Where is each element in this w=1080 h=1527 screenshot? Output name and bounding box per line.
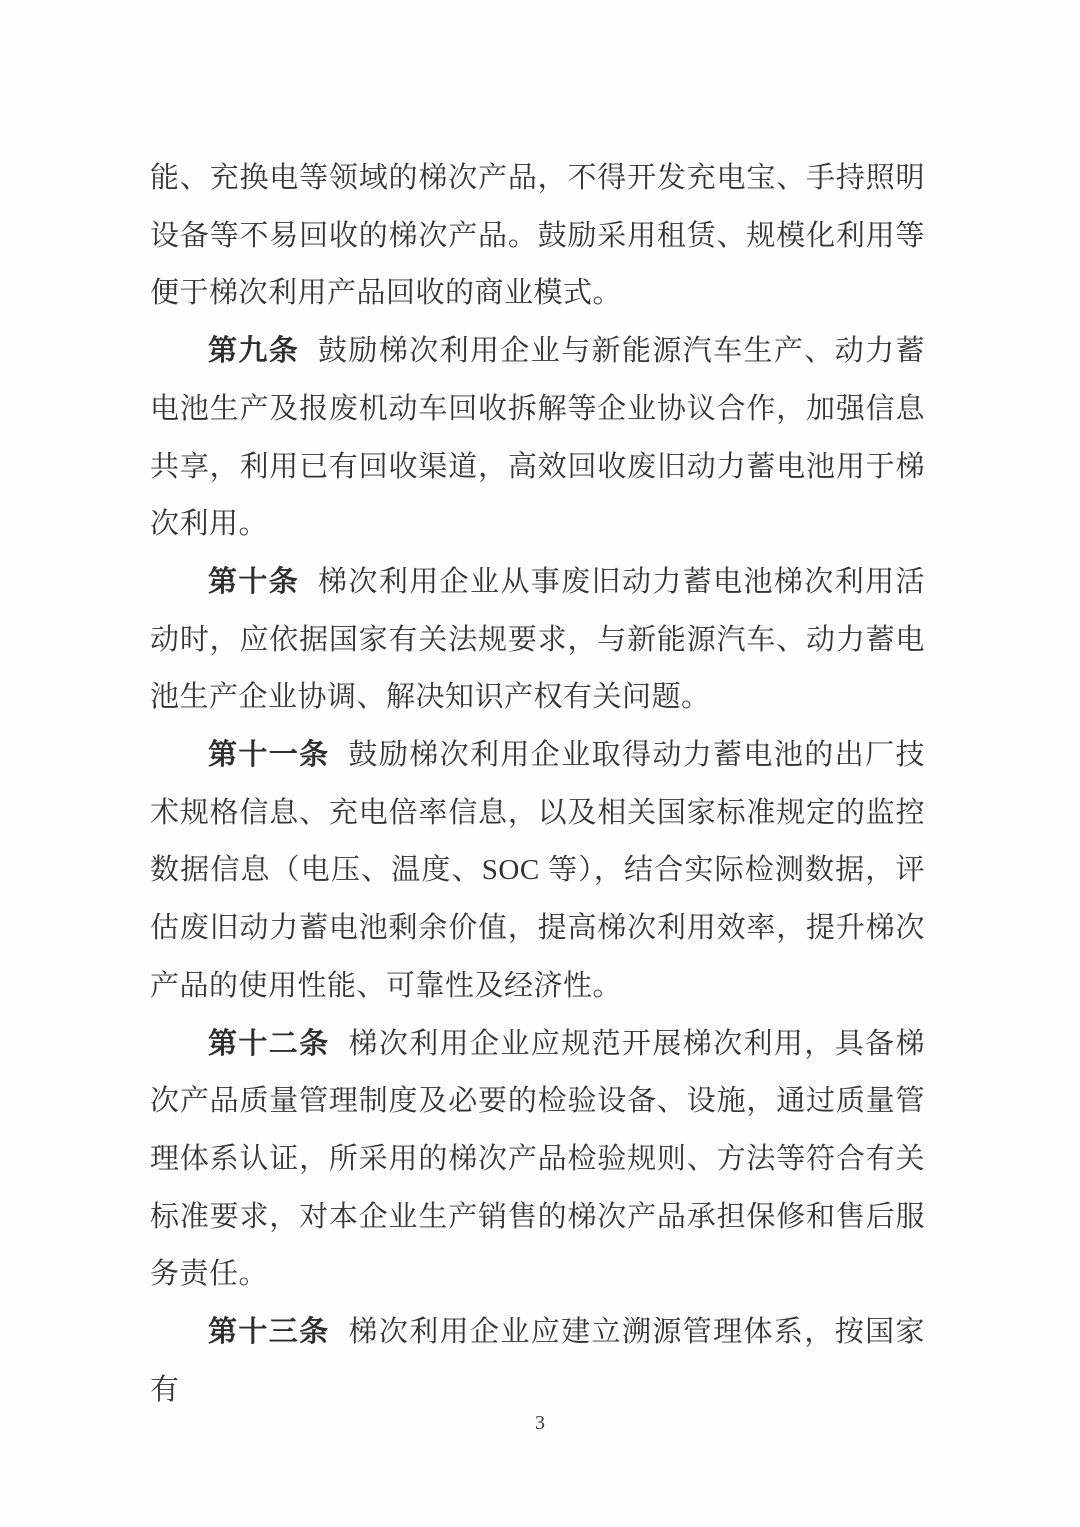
paragraph-text: 梯次利用企业应建立溯源管理体系，按国家有: [150, 1316, 925, 1406]
paragraph-text: 鼓励梯次利用企业与新能源汽车生产、动力蓄电池生产及报废机动车回收拆解等企业协议合作，加强信息共享，利用已有回收渠道，高效回收废旧动力蓄电池用于梯次利用。: [150, 335, 925, 541]
paragraph-text: 能、充换电等领域的梯次产品，不得开发充电宝、手持照明设备等不易回收的梯次产品。鼓励采用租赁、规模化利用等便于梯次利用产品回收的商业模式。: [150, 162, 925, 310]
page-number: 3: [535, 1412, 545, 1434]
article-number: 第九条: [208, 335, 300, 368]
paragraph-article-9: [150, 323, 925, 554]
article-number: 第十二条: [208, 1027, 330, 1060]
paragraph: [150, 150, 925, 323]
article-number: 第十三条: [208, 1316, 330, 1349]
paragraph-text: 梯次利用企业应规范开展梯次利用，具备梯次产品质量管理制度及必要的检验设备、设施，通过质量管理体系认证，所采用的梯次产品检验规则、方法等符合有关标准要求，对本企业生产销售的梯次产品承担保修和售后服务责任。: [150, 1027, 925, 1291]
paragraph-article-11: [150, 727, 925, 1016]
paragraph-text: 鼓励梯次利用企业取得动力蓄电池的出厂技术规格信息、充电倍率信息，以及相关国家标准规定的监控数据信息（电压、温度、SOC 等），结合实际检测数据，评估废旧动力蓄电池剩余价值，提高梯次利用效率，提升梯次产品的使用性能、可靠性及经济性。: [150, 739, 925, 1002]
paragraph-article-13: [150, 1304, 925, 1419]
paragraph-article-10: [150, 554, 925, 727]
paragraph-article-12: [150, 1016, 925, 1305]
article-number: 第十一条: [208, 739, 330, 772]
paragraph-text: 梯次利用企业从事废旧动力蓄电池梯次利用活动时，应依据国家有关法规要求，与新能源汽车、动力蓄电池生产企业协调、解决知识产权有关问题。: [150, 565, 925, 714]
article-number: 第十条: [208, 565, 300, 598]
document-body: [150, 150, 925, 1419]
